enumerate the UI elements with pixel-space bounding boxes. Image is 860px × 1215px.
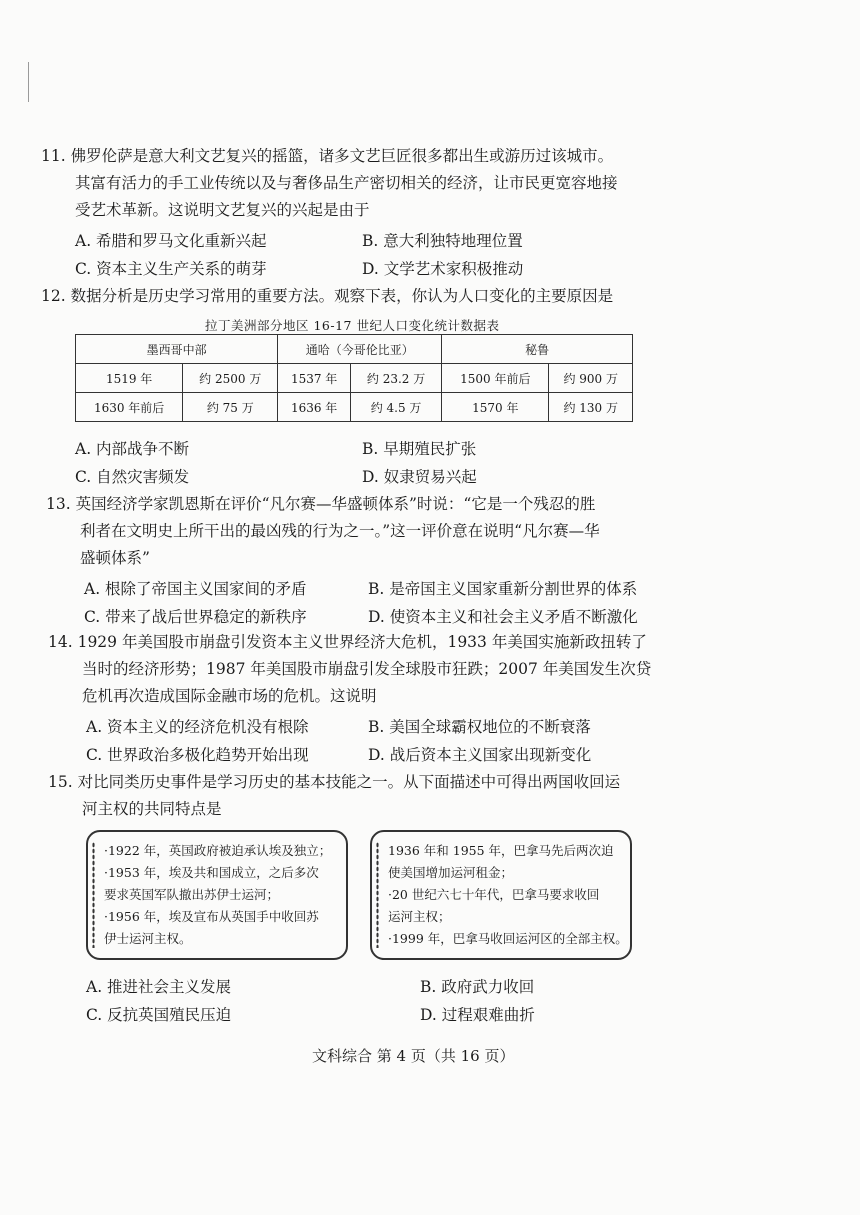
- egypt-suez-box: [86, 830, 348, 960]
- table-cell: 1537 年: [278, 364, 351, 393]
- table-cell: 约 23.2 万: [350, 364, 441, 393]
- question-13-line-3: 盛顿体系”: [80, 549, 150, 567]
- table-cell: 约 130 万: [549, 393, 633, 422]
- question-14: [48, 629, 651, 710]
- table-header-cell: 秘鲁: [442, 335, 633, 364]
- table-row: [76, 393, 633, 422]
- table-header-row: [76, 335, 633, 364]
- q13-option-c: C. 带来了战后世界稳定的新秩序: [84, 608, 307, 626]
- q11-option-d: D. 文学艺术家积极推动: [362, 260, 524, 278]
- panama-canal-box: [370, 830, 632, 960]
- q13-option-d: D. 使资本主义和社会主义矛盾不断激化: [368, 608, 638, 626]
- q11-option-b: B. 意大利独特地理位置: [362, 232, 523, 250]
- binding-dots: [92, 842, 95, 948]
- panama-box-line: 1936 年和 1955 年，巴拿马先后两次迫: [388, 843, 614, 858]
- scan-edge-mark: [28, 62, 29, 102]
- question-11-line-2: 其富有活力的手工业传统以及与奢侈品生产密切相关的经济，让市民更宽容地接: [75, 174, 618, 192]
- table-cell: 约 75 万: [183, 393, 278, 422]
- question-11-line-1: 11. 佛罗伦萨是意大利文艺复兴的摇篮，诸多文艺巨匠很多都出生或游历过该城市。: [41, 147, 614, 165]
- panama-box-line: ·20 世纪六七十年代，巴拿马要求收回: [388, 887, 600, 902]
- table-cell: 约 4.5 万: [350, 393, 441, 422]
- q15-option-a: A. 推进社会主义发展: [86, 978, 232, 996]
- table-row: [76, 364, 633, 393]
- question-13-line-1: 13. 英国经济学家凯恩斯在评价“凡尔赛—华盛顿体系”时说：“它是一个残忍的胜: [46, 495, 596, 513]
- q12-option-c: C. 自然灾害频发: [75, 468, 190, 486]
- page-footer: 文科综合 第 4 页（共 16 页）: [312, 1047, 515, 1065]
- egypt-box-line: ·1953 年，埃及共和国成立，之后多次: [104, 865, 319, 880]
- q14-option-c: C. 世界政治多极化趋势开始出现: [86, 746, 309, 764]
- q11-option-c: C. 资本主义生产关系的萌芽: [75, 260, 267, 278]
- q12-option-a: A. 内部战争不断: [75, 440, 190, 458]
- egypt-box-line: ·1956 年，埃及宣布从英国手中收回苏: [104, 909, 319, 924]
- q12-option-b: B. 早期殖民扩张: [362, 440, 477, 458]
- question-14-line-2: 当时的经济形势；1987 年美国股市崩盘引发全球股市狂跌；2007 年美国发生次贷: [82, 660, 652, 678]
- question-15-line-1: 15. 对比同类历史事件是学习历史的基本技能之一。从下面描述中可得出两国收回运: [48, 773, 621, 791]
- table-cell: 1636 年: [278, 393, 351, 422]
- question-13-line-2: 利者在文明史上所干出的最凶残的行为之一。”这一评价意在说明“凡尔赛—华: [80, 522, 600, 540]
- question-13: [46, 491, 600, 572]
- question-14-line-1: 14. 1929 年美国股市崩盘引发资本主义世界经济大危机，1933 年美国实施新政扭转了: [48, 633, 647, 651]
- q11-option-a: A. 希腊和罗马文化重新兴起: [75, 232, 267, 250]
- question-11: [41, 143, 618, 224]
- table-cell: 约 2500 万: [183, 364, 278, 393]
- binding-dots: [376, 842, 379, 948]
- question-14-line-3: 危机再次造成国际金融市场的危机。这说明: [82, 687, 377, 705]
- table-cell: 1500 年前后: [442, 364, 549, 393]
- q14-option-b: B. 美国全球霸权地位的不断衰落: [368, 718, 591, 736]
- q14-option-d: D. 战后资本主义国家出现新变化: [368, 746, 592, 764]
- question-11-line-3: 受艺术革新。这说明文艺复兴的兴起是由于: [75, 201, 370, 219]
- table-cell: 约 900 万: [549, 364, 633, 393]
- q13-option-b: B. 是帝国主义国家重新分割世界的体系: [368, 580, 638, 598]
- panama-box-line: ·1999 年，巴拿马收回运河区的全部主权。: [388, 931, 628, 946]
- table-header-cell: 通哈（今哥伦比亚）: [278, 335, 442, 364]
- q15-option-b: B. 政府武力收回: [420, 978, 535, 996]
- table-caption: 拉丁美洲部分地区 16-17 世纪人口变化统计数据表: [205, 318, 500, 333]
- question-12-line-1: 12. 数据分析是历史学习常用的重要方法。观察下表，你认为人口变化的主要原因是: [41, 287, 614, 305]
- q12-option-d: D. 奴隶贸易兴起: [362, 468, 477, 486]
- panama-box-line: 运河主权；: [388, 909, 451, 924]
- population-table: [75, 334, 633, 422]
- q14-option-a: A. 资本主义的经济危机没有根除: [86, 718, 309, 736]
- q15-option-d: D. 过程艰难曲折: [420, 1006, 535, 1024]
- egypt-box-line: ·1922 年，英国政府被迫承认埃及独立；: [104, 843, 332, 858]
- panama-box-line: 使美国增加运河租金；: [388, 865, 514, 880]
- table-cell: 1630 年前后: [76, 393, 183, 422]
- table-cell: 1570 年: [442, 393, 549, 422]
- question-15: [48, 769, 620, 823]
- q15-option-c: C. 反抗英国殖民压迫: [86, 1006, 232, 1024]
- table-header-cell: 墨西哥中部: [76, 335, 278, 364]
- question-12: [41, 283, 613, 310]
- egypt-box-line: 伊士运河主权。: [104, 931, 192, 946]
- table-cell: 1519 年: [76, 364, 183, 393]
- egypt-box-line: 要求英国军队撤出苏伊士运河；: [104, 887, 280, 902]
- q13-option-a: A. 根除了帝国主义国家间的矛盾: [84, 580, 307, 598]
- question-15-line-2: 河主权的共同特点是: [82, 800, 222, 818]
